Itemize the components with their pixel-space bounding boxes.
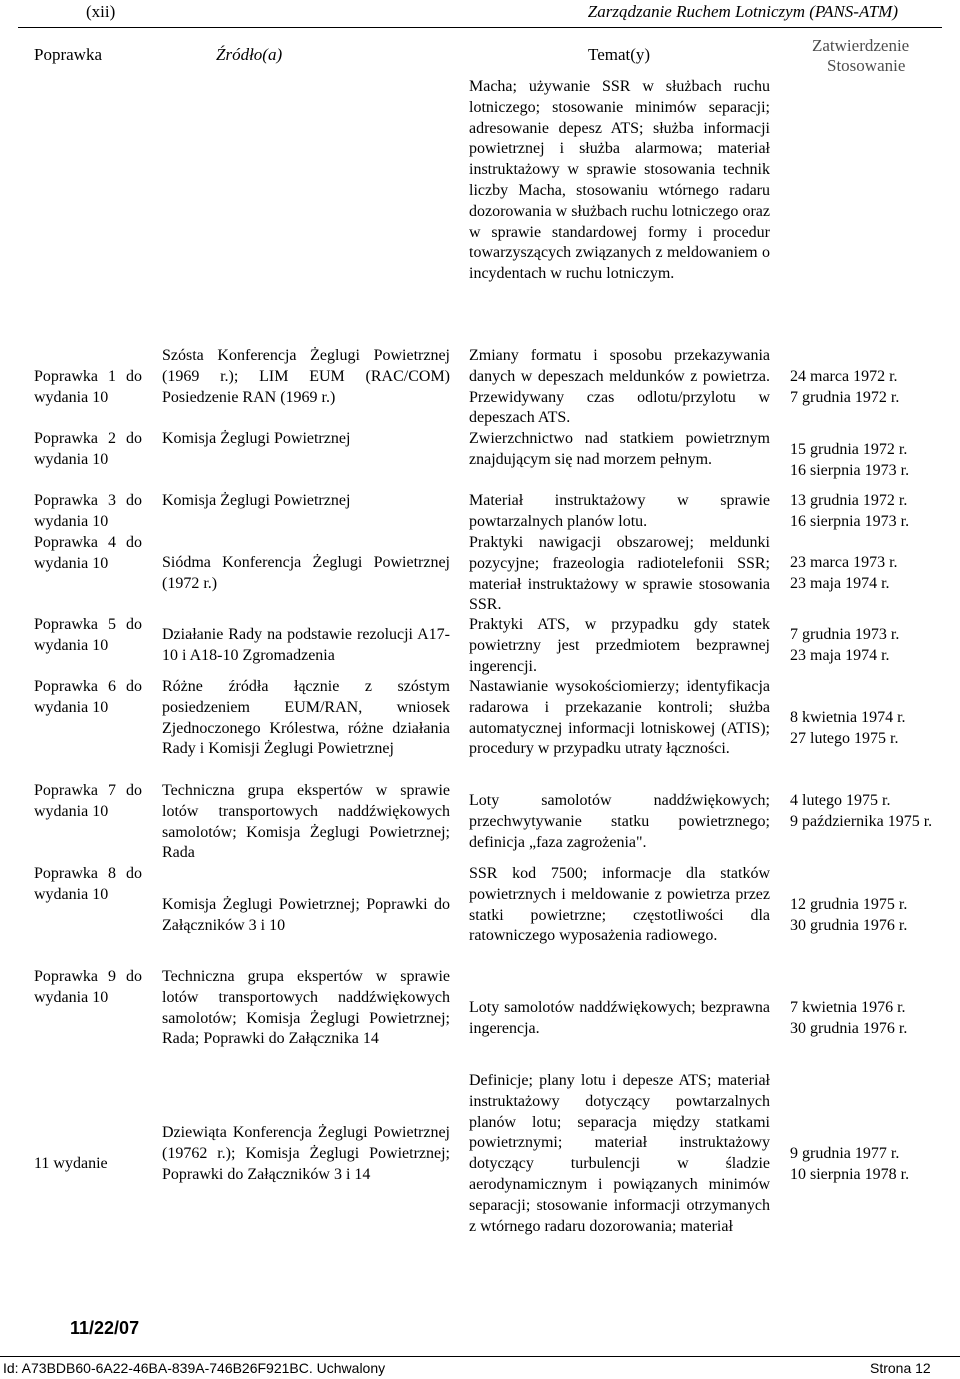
footer-document-id: Id: A73BDB60-6A22-46BA-839A-746B26F921BC. Uchwalony (3, 1360, 386, 1376)
approved-date: 8 kwietnia 1974 r. (790, 709, 906, 726)
column-header-amendment: Poprawka (34, 45, 102, 64)
amendment-cell: Poprawka 4 do wydania 10 (34, 534, 142, 572)
footer-date: 11/22/07 (70, 1318, 140, 1338)
applicable-date: 7 grudnia 1972 r. (790, 389, 900, 406)
column-header-source: Źródło(a) (216, 45, 283, 64)
subject-cell: SSR kod 7500; informacje dla statków powietrznych i meldowanie z powietrza przez statki powietrzne; częstotliwości dla ratowniczego wyposażenia radiowego. (469, 865, 770, 945)
approved-date: 23 marca 1973 r. (790, 554, 898, 571)
subject-cell: Zmiany formatu i sposobu przekazywania danych w depeszach meldunków z powietrza. Przewidywany czas odlotu/przylotu w depeszach ATS. (469, 347, 770, 427)
applicable-date: 30 grudnia 1976 r. (790, 1020, 908, 1037)
applicable-date: 23 maja 1974 r. (790, 647, 890, 664)
header-rule (18, 27, 942, 28)
amendment-cell: Poprawka 1 do wydania 10 (34, 368, 142, 406)
applicable-date: 30 grudnia 1976 r. (790, 917, 908, 934)
amendment-cell: Poprawka 3 do wydania 10 (34, 492, 142, 530)
applicable-date: 27 lutego 1975 r. (790, 730, 899, 747)
amendment-cell: Poprawka 6 do wydania 10 (34, 678, 142, 716)
source-cell: Komisja Żeglugi Powietrznej (162, 430, 351, 447)
subject-cell: Nastawianie wysokościomierzy; identyfikacja radarowa i przekazanie kontroli; służba automatycznej informacji lotniskowej (ATIS); procedury w przypadku utraty łączności. (469, 678, 770, 758)
approved-date: 24 marca 1972 r. (790, 368, 898, 385)
column-header-applicable: Stosowanie (827, 56, 906, 75)
source-cell: Dziewiąta Konferencja Żeglugi Powietrznej (19762 r.); Komisja Żeglugi Powietrznej; Poprawki do Załączników 3 i 14 (162, 1124, 450, 1183)
subject-cell: Praktyki ATS, w przypadku gdy statek powietrzny jest przedmiotem bezprawnej ingerencji. (469, 616, 770, 675)
footer-page-number: Strona 12 (870, 1360, 931, 1376)
approved-date: 12 grudnia 1975 r. (790, 896, 908, 913)
approved-date: 13 grudnia 1972 r. (790, 492, 908, 509)
amendment-cell: Poprawka 7 do wydania 10 (34, 782, 142, 820)
approved-date: 7 kwietnia 1976 r. (790, 999, 906, 1016)
source-cell: Komisja Żeglugi Powietrznej; Poprawki do Załączników 3 i 10 (162, 896, 450, 934)
subject-cell: Loty samolotów naddźwiękowych; bezprawna ingerencja. (469, 999, 770, 1037)
amendment-cell: Poprawka 5 do wydania 10 (34, 616, 142, 654)
source-cell: Komisja Żeglugi Powietrznej (162, 492, 351, 509)
amendment-cell: Poprawka 2 do wydania 10 (34, 430, 142, 468)
amendment-cell: Poprawka 9 do wydania 10 (34, 968, 142, 1006)
source-cell: Działanie Rady na podstawie rezolucji A17-10 i A18-10 Zgromadzenia (162, 626, 450, 664)
column-header-subject: Temat(y) (588, 45, 651, 64)
approved-date: 9 grudnia 1977 r. (790, 1145, 900, 1162)
approved-date: 7 grudnia 1973 r. (790, 626, 900, 643)
subject-cell: Loty samolotów naddźwiękowych; przechwytywanie statku powietrznego; definicja „faza zagrożenia". (469, 792, 770, 851)
applicable-date: 16 sierpnia 1973 r. (790, 462, 910, 479)
document-title: Zarządzanie Ruchem Lotniczym (PANS-ATM) (587, 2, 898, 21)
source-cell: Techniczna grupa ekspertów w sprawie lotów transportowych naddźwiękowych samolotów; Komisja Żeglugi Powietrznej; Rada (162, 782, 450, 862)
page-number-roman: (xii) (86, 2, 116, 21)
source-cell: Szósta Konferencja Żeglugi Powietrznej (1969 r.); LIM EUM (RAC/COM) Posiedzenie RAN (1969 r.) (162, 347, 450, 406)
amendment-cell: 11 wydanie (34, 1155, 108, 1172)
applicable-date: 16 sierpnia 1973 r. (790, 513, 910, 530)
applicable-date: 10 sierpnia 1978 r. (790, 1166, 910, 1183)
source-cell: Siódma Konferencja Żeglugi Powietrznej (1972 r.) (162, 554, 450, 592)
applicable-date: 9 października 1975 r. (790, 813, 933, 830)
approved-date: 4 lutego 1975 r. (790, 792, 891, 809)
subject-continuation: Macha; używanie SSR w służbach ruchu lotniczego; stosowanie minimów separacji; adresowanie depesz ATS; służba informacji powietrznej i służba alarmowa; materiał instruktażowy w sprawie stosowania technik liczby Macha, stosowaniu wtórnego radaru dozorowania w służbach ruchu lotniczego oraz w sprawie standardowej formy i procedur towarzyszących związanych z meldowaniem o incydentach w ruchu lotniczym. (469, 78, 770, 283)
approved-date: 15 grudnia 1972 r. (790, 441, 908, 458)
subject-cell: Praktyki nawigacji obszarowej; meldunki pozycyjne; frazeologia radiotelefonii SSR; materiał instruktażowy w sprawie stosowania SSR. (469, 534, 770, 614)
subject-cell: Materiał instruktażowy w sprawie powtarzalnych planów lotu. (469, 492, 770, 530)
source-cell: Techniczna grupa ekspertów w sprawie lotów transportowych naddźwiękowych samolotów; Komisja Żeglugi Powietrznej; Rada; Poprawki do Załącznika 14 (162, 968, 450, 1048)
source-cell: Różne źródła łącznie z szóstym posiedzeniem EUM/RAN, wniosek Zjednoczonego Królestwa, różne działania Rady i Komisji Żeglugi Powietrznej (162, 678, 450, 758)
amendment-cell: Poprawka 8 do wydania 10 (34, 865, 142, 903)
column-header-approved: Zatwierdzenie (812, 36, 910, 55)
subject-cell: Zwierzchnictwo nad statkiem powietrznym znajdującym się nad morzem pełnym. (469, 430, 770, 468)
applicable-date: 23 maja 1974 r. (790, 575, 890, 592)
footer-rule (0, 1356, 960, 1357)
subject-cell: Definicje; plany lotu i depesze ATS; materiał instruktażowy dotyczący powtarzalnych planów lotu; separacja między statkami powietrznymi; materiał instruktażowy dotyczący turbulencji w śladzie aerodynamicznym i powiązanych minimów separacji; stosowanie informacji otrzymanych z wtórnego radaru dozorowania; materiał (469, 1072, 770, 1235)
